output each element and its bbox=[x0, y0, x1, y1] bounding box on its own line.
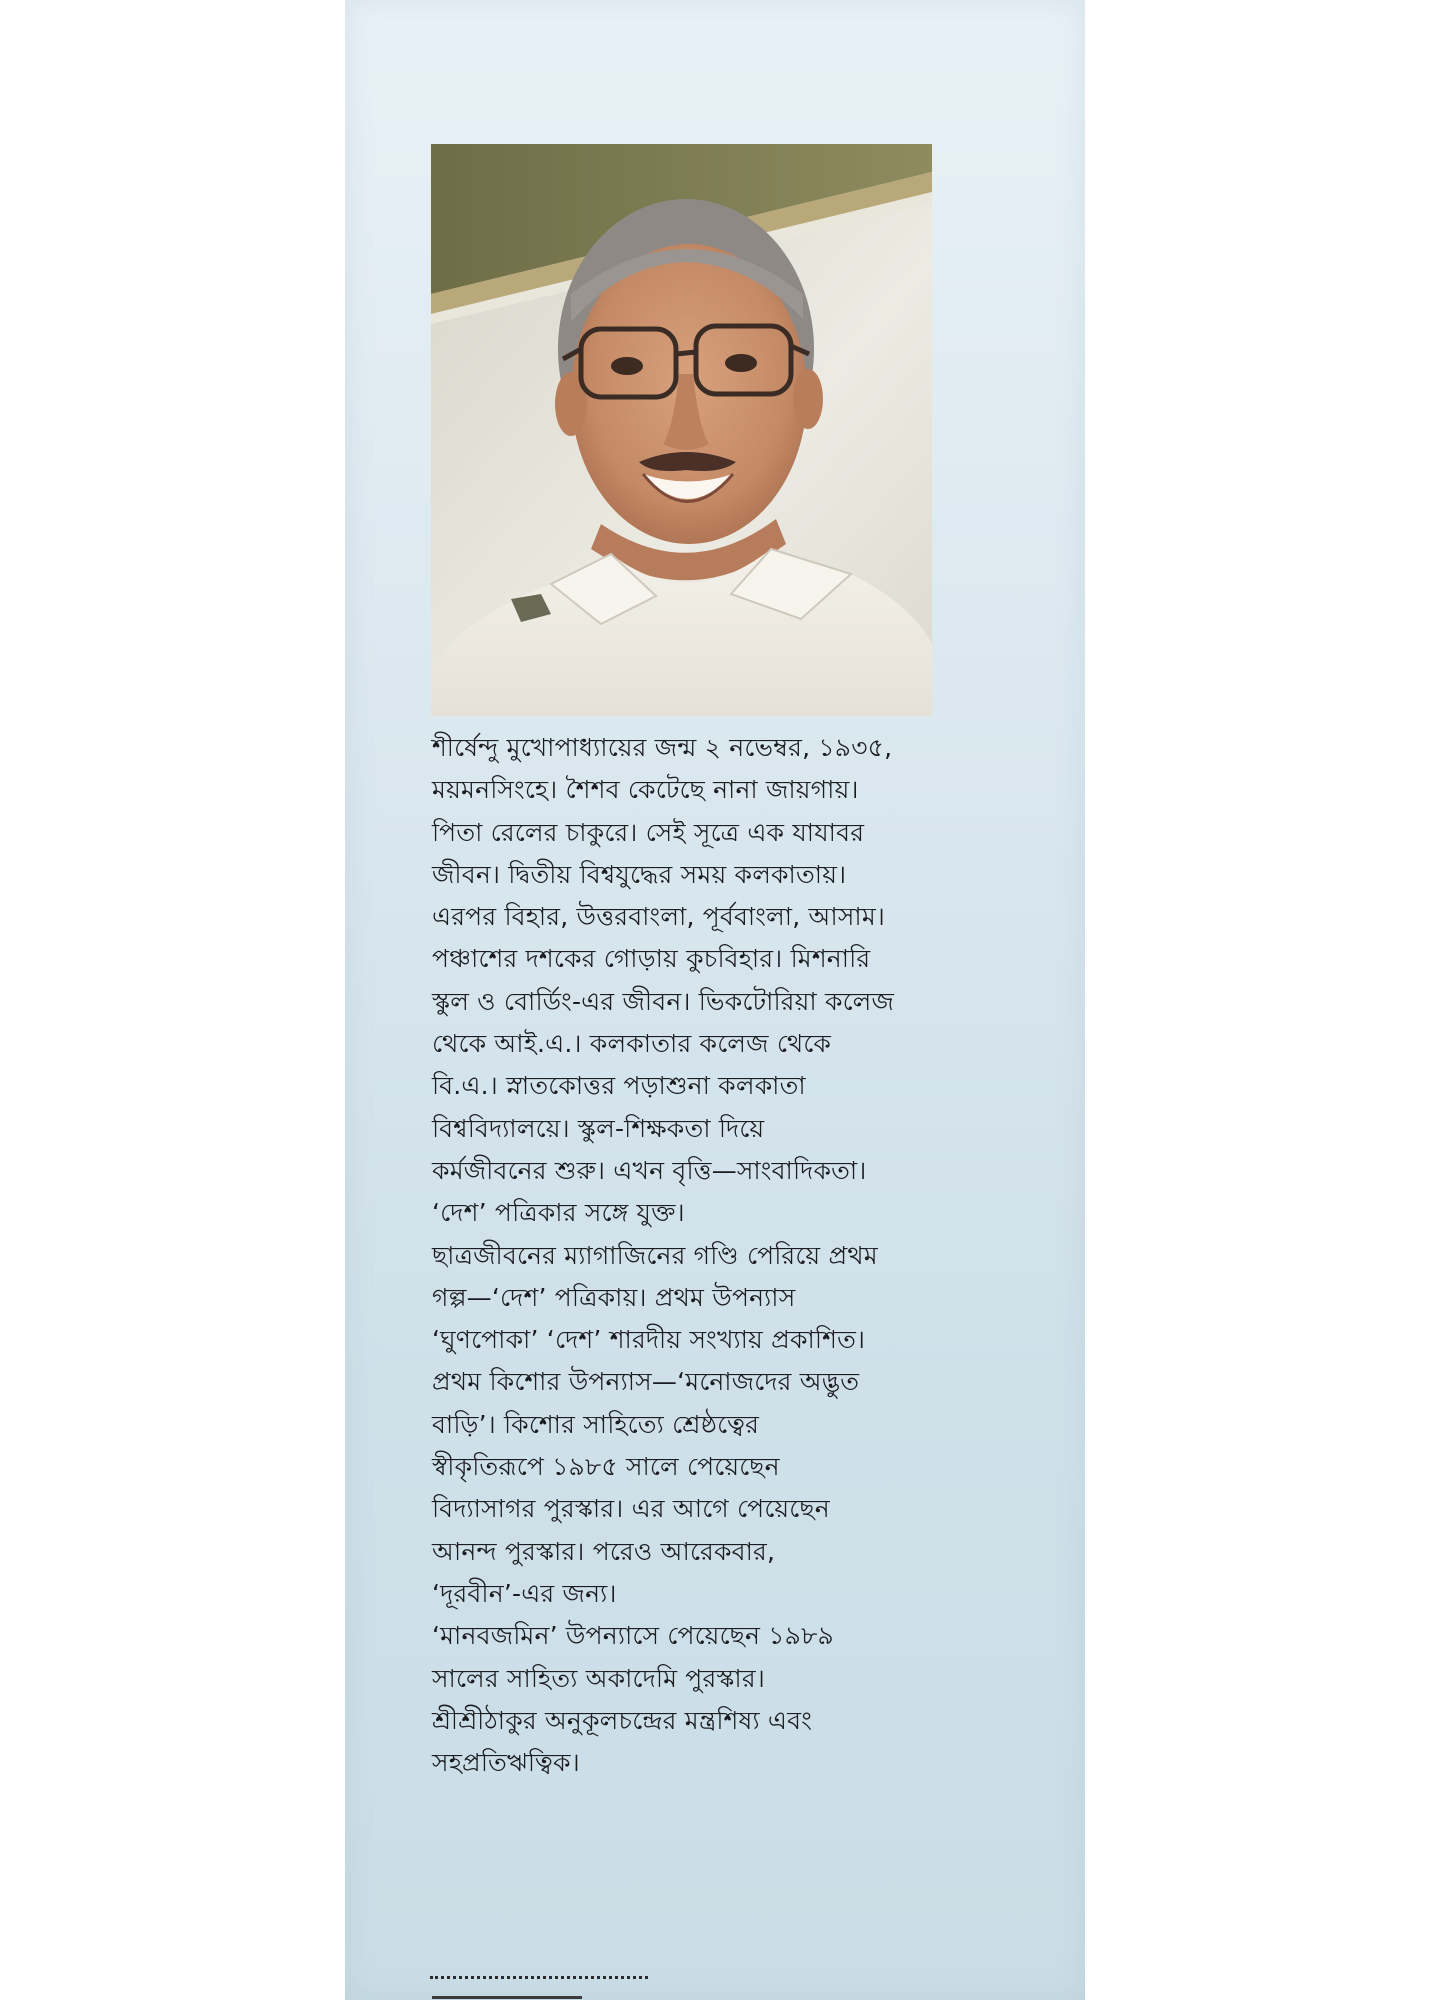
bio-line: স্কুল ও বোর্ডিং-এর জীবন। ভিকটোরিয়া কলেজ bbox=[432, 986, 895, 1016]
bio-line: কর্মজীবনের শুরু। এখন বৃত্তি—সাংবাদিকতা। bbox=[432, 1155, 867, 1185]
bio-line: গল্প—‘দেশ’ পত্রিকায়। প্রথম উপন্যাস bbox=[432, 1282, 796, 1312]
author-biography bbox=[432, 727, 992, 1784]
bio-line: শীর্ষেন্দু মুখোপাধ্যায়ের জন্ম ২ নভেম্বর, ১৯৩৫, bbox=[432, 733, 893, 762]
dotted-divider bbox=[430, 1976, 648, 1979]
bio-line: এরপর বিহার, উত্তরবাংলা, পূর্ববাংলা, আসাম। bbox=[432, 902, 886, 932]
bio-line: স্বীকৃতিরূপে ১৯৮৫ সালে পেয়েছেন bbox=[432, 1452, 780, 1482]
bio-line: ছাত্রজীবনের ম্যাগাজিনের গণ্ডি পেরিয়ে প্রথম bbox=[432, 1240, 878, 1270]
bio-line: ‘দেশ’ পত্রিকার সঙ্গে যুক্ত। bbox=[432, 1198, 685, 1228]
author-photo bbox=[431, 144, 932, 716]
bio-line: ‘ঘুণপোকা’ ‘দেশ’ শারদীয় সংখ্যায় প্রকাশিত। bbox=[432, 1325, 866, 1355]
bio-line: পিতা রেলের চাকুরে। সেই সূত্রে এক যাযাবর bbox=[432, 817, 865, 847]
bio-line: বিদ্যাসাগর পুরস্কার। এর আগে পেয়েছেন bbox=[432, 1494, 830, 1524]
bio-line: বাড়ি’। কিশোর সাহিত্যে শ্রেষ্ঠত্বের bbox=[432, 1409, 760, 1439]
bio-line: ময়মনসিংহে। শৈশব কেটেছে নানা জায়গায়। bbox=[432, 775, 859, 805]
bio-line: সহপ্রতিঋত্বিক। bbox=[432, 1748, 580, 1778]
bio-line: থেকে আই.এ.। কলকাতার কলেজ থেকে bbox=[432, 1029, 832, 1059]
bio-line: আনন্দ পুরস্কার। পরেও আরেকবার, bbox=[432, 1536, 776, 1566]
bio-line: ‘দূরবীন’-এর জন্য। bbox=[432, 1578, 617, 1608]
bio-line: শ্রীশ্রীঠাকুর অনুকূলচন্দ্রের মন্ত্রশিষ্য এবং bbox=[432, 1705, 813, 1735]
bio-line: পঞ্চাশের দশকের গোড়ায় কুচবিহার। মিশনারি bbox=[432, 944, 871, 974]
bio-line: প্রথম কিশোর উপন্যাস—‘মনোজদের অদ্ভুত bbox=[432, 1367, 860, 1397]
bio-line: বি.এ.। স্নাতকোত্তর পড়াশুনা কলকাতা bbox=[432, 1071, 806, 1101]
bio-line: বিশ্ববিদ্যালয়ে। স্কুল-শিক্ষকতা দিয়ে bbox=[432, 1113, 765, 1143]
bio-line: ‘মানবজমিন’ উপন্যাসে পেয়েছেন ১৯৮৯ bbox=[432, 1621, 834, 1651]
bio-line: জীবন। দ্বিতীয় বিশ্বযুদ্ধের সময় কলকাতায়। bbox=[432, 859, 847, 889]
author-portrait-image bbox=[431, 144, 932, 716]
bio-line: সালের সাহিত্য অকাদেমি পুরস্কার। bbox=[432, 1663, 765, 1693]
cropped-text-fragment bbox=[432, 1990, 592, 2000]
